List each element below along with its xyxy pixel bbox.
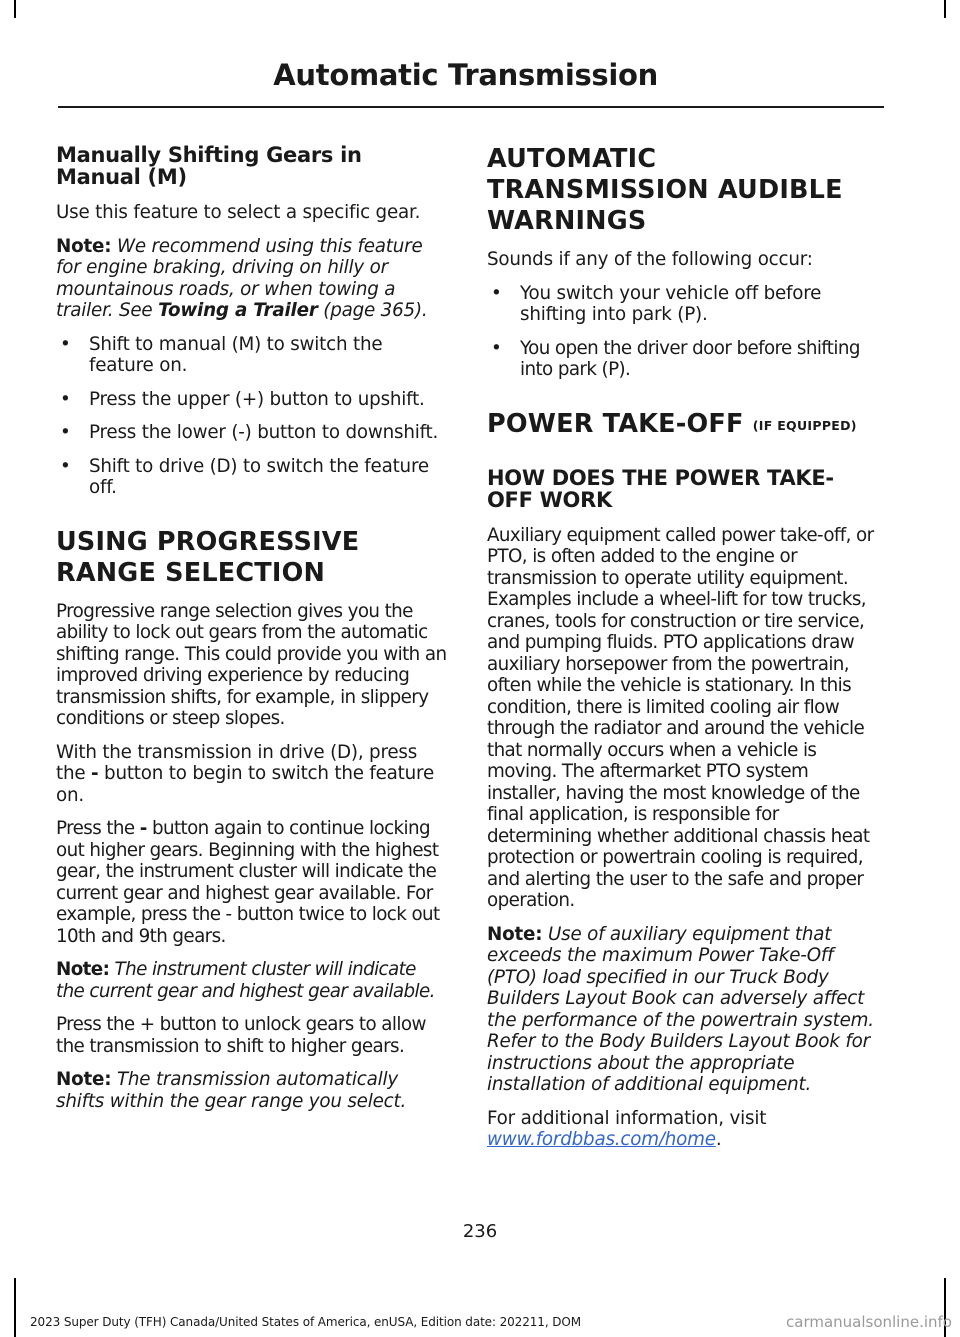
manual-shift-heading: Manually Shifting Gears in Manual (M) (56, 143, 362, 189)
crop-mark (944, 0, 946, 18)
text-run: button again to continue locking out higher gears. Beginning with the highest gear, the instrument cluster will indicate the current gear and highest gear available. For example, press the - button twice to lock out 10th and 9th gears. (56, 818, 440, 947)
progressive-paragraph-1: Progressive range selection gives you the ability to lock out gears from the automatic shifting range. This could provide you with an improved driving experience by reducing transmission shifts, for example, in slippery conditions or steep slopes. (56, 600, 447, 729)
if-equipped-label: (IF EQUIPPED) (752, 417, 857, 433)
page-number: 236 (462, 1221, 498, 1242)
progressive-paragraph-4: Press the + button to unlock gears to allow the transmission to shift to higher gears. (56, 1014, 426, 1057)
note-text: The transmission automatically shifts within the gear range you select. (56, 1069, 407, 1112)
progressive-paragraph-3 (56, 818, 448, 947)
progressive-paragraph-2 (56, 742, 448, 807)
note-text: Use of auxiliary equipment that exceeds the maximum Power Take-Off (PTO) load specified in our Truck Body Builders Layout Book can adversely affect the performance of the powertrain system. Refer to the Body Builders Layout Book for instructions about the appropriate installation of additional equipment. (487, 923, 874, 1095)
pto-paragraph: Auxiliary equipment called power take-off, or PTO, is often added to the engine or transmission to operate utility equipment. Examples include a wheel-lift for tow trucks, cranes, tools for construction or tire service, and pumping fluids. PTO applications draw auxiliary horsepower from the powertrain, often while the vehicle is stationary. In this condition, there is limited cooling air flow through the radiator and around the vehicle that normally occurs when a vehicle is moving. The aftermarket PTO system installer, having the most knowledge of the final application, is responsible for determining whether additional chassis heat protection or powertrain cooling is required, and alerting the user to the safe and proper operation. (487, 524, 874, 911)
towing-trailer-link[interactable]: Towing a Trailer (158, 300, 318, 321)
pto-note (487, 924, 879, 1096)
note-label: Note: (56, 959, 110, 980)
footer-edition: 2023 Super Duty (TFH) Canada/United States of America, enUSA, Edition date: 202211, DOM (30, 1315, 581, 1329)
header-divider (58, 106, 884, 108)
pto-subheading: HOW DOES THE POWER TAKE-OFF WORK (487, 465, 834, 512)
manual-steps-list (56, 334, 448, 499)
audible-intro: Sounds if any of the following occur: (487, 249, 813, 270)
note-label: Note: (56, 235, 112, 257)
page-reference: (page 365). (323, 300, 428, 321)
watermark: carmanualsonline.info (786, 1313, 952, 1331)
crop-mark (14, 0, 16, 18)
audible-warnings-heading: AUTOMATIC TRANSMISSION AUDIBLE WARNINGS (487, 144, 843, 236)
audible-warnings-list (487, 283, 879, 381)
left-column (56, 144, 448, 1124)
text-run: For additional information, visit (487, 1107, 767, 1129)
text-run: With the transmission in drive (D), press the (56, 741, 418, 784)
note-label: Note: (487, 923, 543, 945)
list-item: • You open the driver door before shifting into park (P). (487, 338, 879, 381)
power-take-off-heading (487, 409, 879, 441)
heading-text: POWER TAKE-OFF (487, 408, 744, 439)
list-item: • You switch your vehicle off before shifting into park (P). (487, 283, 879, 326)
minus-button-symbol: - (91, 763, 99, 784)
note-label: Note: (56, 1069, 112, 1090)
fordbbas-link[interactable]: www.fordbbas.com/home (487, 1129, 716, 1150)
note-text: We recommend using this feature for engine braking, driving on hilly or mountainous roads, or when towing a trailer. See (56, 235, 423, 321)
page-title: Automatic Transmission (273, 58, 658, 92)
progressive-note-1 (56, 959, 448, 1002)
list-item: • Shift to manual (M) to switch the feature on. (56, 334, 448, 377)
pto-more-info (487, 1108, 879, 1151)
manual-note (56, 236, 448, 322)
progressive-range-heading: USING PROGRESSIVE RANGE SELECTION (56, 526, 360, 588)
list-item: • Press the lower (-) button to downshift. (56, 422, 448, 444)
crop-mark (14, 1278, 16, 1337)
note-text: The instrument cluster will indicate the current gear and highest gear available. (56, 959, 435, 1002)
list-item: • Press the upper (+) button to upshift. (56, 389, 448, 411)
manual-intro: Use this feature to select a specific gear. (56, 202, 421, 223)
progressive-note-2 (56, 1069, 448, 1112)
list-item: • Shift to drive (D) to switch the feature off. (56, 456, 448, 499)
text-run: button to begin to switch the feature on. (56, 763, 435, 806)
text-run: . (715, 1129, 722, 1150)
minus-button-symbol: - (139, 818, 147, 839)
text-run: Press the (56, 818, 135, 839)
right-column (487, 144, 879, 1163)
